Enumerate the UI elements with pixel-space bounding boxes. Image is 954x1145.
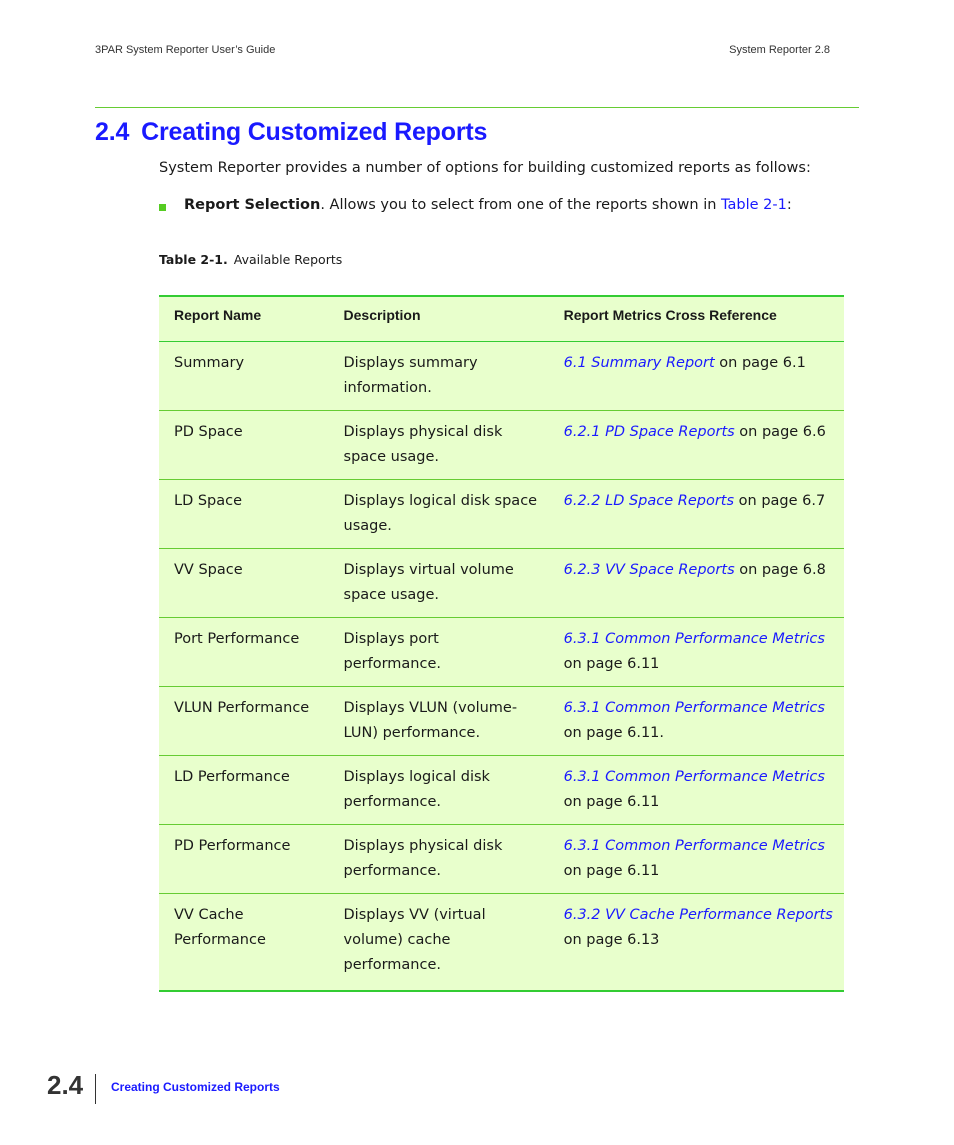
table-caption-label: Table 2-1. [159, 252, 228, 267]
column-header-description: Description [329, 296, 549, 342]
description-cell: Displays logical disk space usage. [329, 480, 549, 549]
page-reference: on page 6.7 [734, 493, 826, 509]
report-name-cell: Port Performance [159, 618, 329, 687]
report-name-cell: VLUN Performance [159, 687, 329, 756]
cross-reference-link[interactable]: 6.3.1 Common Performance Metrics [563, 700, 825, 716]
page-reference: on page 6.8 [734, 562, 826, 578]
cross-reference-cell [549, 894, 844, 992]
table-caption [159, 252, 342, 267]
description-cell: Displays summary information. [329, 342, 549, 411]
table-row [159, 687, 844, 756]
cross-reference-cell [549, 342, 844, 411]
report-name-cell: VV Cache Performance [174, 907, 266, 948]
cross-reference-cell [549, 825, 844, 894]
table-row [159, 618, 844, 687]
cross-reference-link[interactable]: 6.1 Summary Report [563, 355, 715, 371]
section-number: 2.4 [95, 118, 130, 146]
cross-reference-cell [549, 480, 844, 549]
column-header-report-name: Report Name [159, 296, 329, 342]
reports-table [159, 295, 844, 992]
running-header-right: System Reporter 2.8 [729, 44, 830, 56]
footer-divider [95, 1074, 96, 1104]
page-reference: on page 6.1 [714, 355, 806, 371]
cross-reference-link[interactable]: 6.2.3 VV Space Reports [563, 562, 735, 578]
footer-section-title: Creating Customized Reports [111, 1080, 280, 1094]
table-header-row [159, 296, 844, 342]
footer-page-number: 2.4 [47, 1070, 84, 1100]
section-heading [95, 118, 487, 147]
report-name-cell: LD Performance [159, 756, 329, 825]
column-header-cross-reference: Report Metrics Cross Reference [549, 296, 844, 342]
description-cell: Displays VV (virtual volume) cache performance. [343, 907, 486, 973]
report-name-cell: VV Space [159, 549, 329, 618]
bullet-lead: Report Selection [184, 197, 321, 213]
running-header-left: 3PAR System Reporter User’s Guide [95, 44, 276, 56]
cross-reference-link[interactable]: 6.2.2 LD Space Reports [563, 493, 735, 509]
report-name-cell: Summary [159, 342, 329, 411]
header-divider [95, 107, 859, 108]
cross-reference-cell [549, 549, 844, 618]
page-reference: on page 6.11. [563, 725, 664, 741]
description-cell: Displays physical disk space usage. [329, 411, 549, 480]
table-row [159, 480, 844, 549]
description-cell: Displays VLUN (volume-LUN) performance. [329, 687, 549, 756]
cross-reference-cell [549, 411, 844, 480]
intro-paragraph: System Reporter provides a number of options for building customized reports as follows: [159, 160, 811, 176]
table-row [159, 549, 844, 618]
table-link[interactable]: Table 2-1 [721, 197, 787, 213]
page-reference: on page 6.11 [563, 794, 660, 810]
description-cell: Displays port performance. [329, 618, 549, 687]
report-name-cell: PD Space [159, 411, 329, 480]
cross-reference-cell [549, 687, 844, 756]
table-row [159, 342, 844, 411]
cross-reference-link[interactable]: 6.2.1 PD Space Reports [563, 424, 735, 440]
table-row [159, 756, 844, 825]
description-cell: Displays physical disk performance. [329, 825, 549, 894]
table-row [159, 411, 844, 480]
cross-reference-link[interactable]: 6.3.1 Common Performance Metrics [563, 769, 825, 785]
table-caption-text: Available Reports [233, 252, 343, 267]
section-title: Creating Customized Reports [141, 118, 488, 146]
bullet-text [184, 197, 792, 213]
cross-reference-cell [549, 618, 844, 687]
report-name-cell: PD Performance [159, 825, 329, 894]
cross-reference-link[interactable]: 6.3.1 Common Performance Metrics [563, 631, 825, 647]
cross-reference-cell [549, 756, 844, 825]
page-reference: on page 6.6 [734, 424, 826, 440]
description-cell: Displays virtual volume space usage. [329, 549, 549, 618]
cross-reference-link[interactable]: 6.3.1 Common Performance Metrics [563, 838, 825, 854]
page-reference: on page 6.11 [563, 656, 660, 672]
cross-reference-link[interactable]: 6.3.2 VV Cache Performance Reports [563, 907, 833, 923]
table-row [159, 825, 844, 894]
table-row [159, 894, 844, 992]
report-name-cell: LD Space [159, 480, 329, 549]
description-cell: Displays logical disk performance. [329, 756, 549, 825]
page-reference: on page 6.13 [563, 932, 660, 948]
bullet-body: . Allows you to select from one of the reports shown in [320, 197, 722, 213]
page-reference: on page 6.11 [563, 863, 660, 879]
bullet-square-icon [159, 204, 166, 211]
bullet-tail: : [786, 197, 792, 213]
